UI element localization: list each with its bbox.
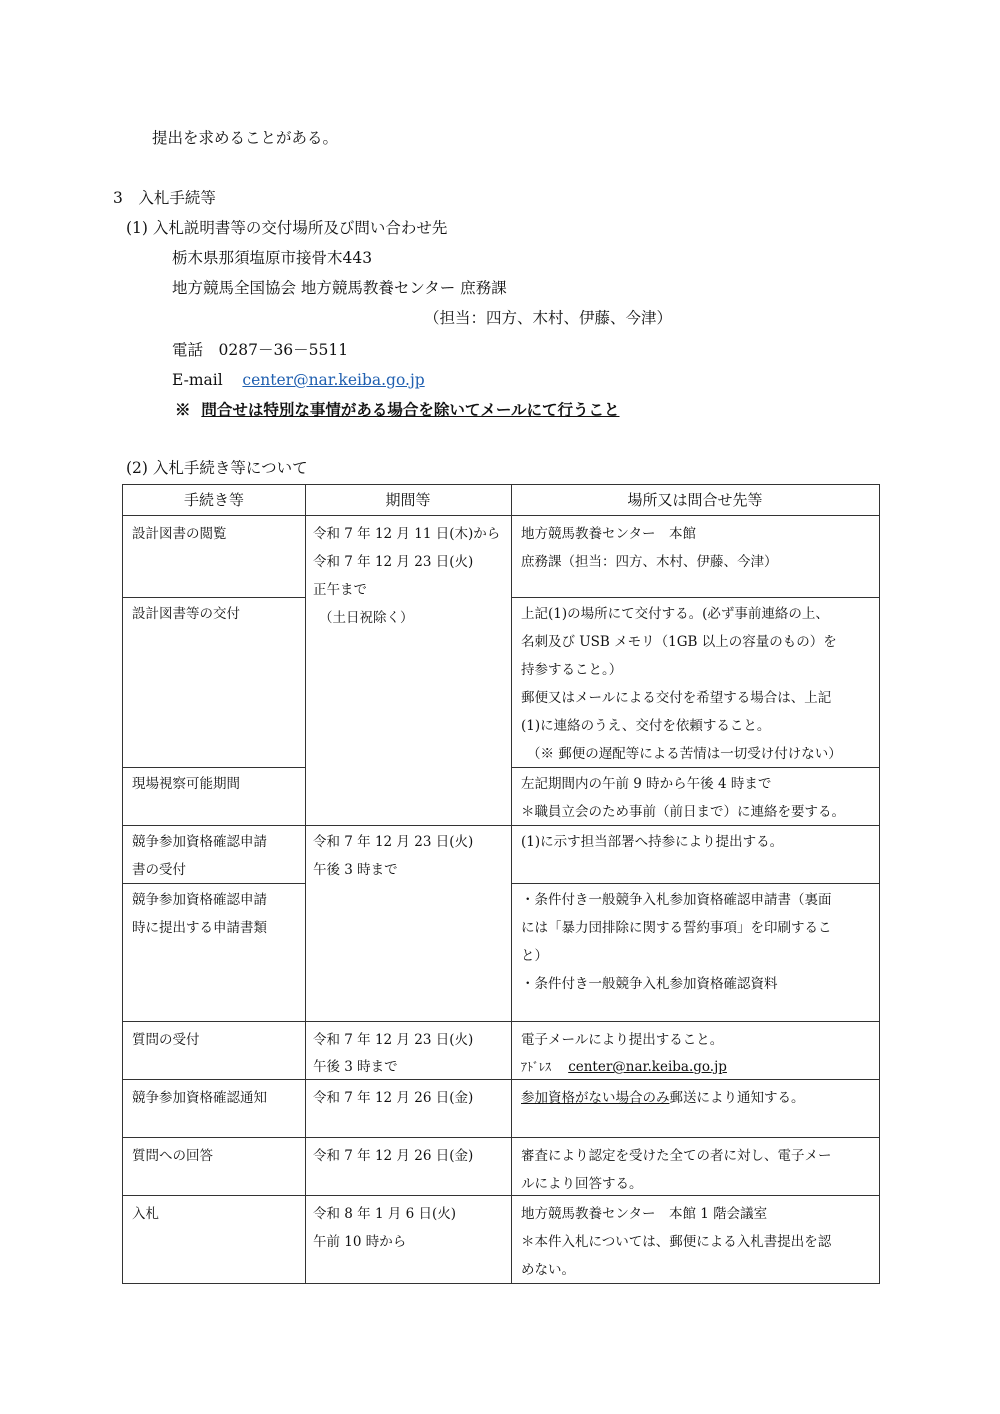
row4-procedure-2: 書の受付 bbox=[132, 862, 186, 878]
email-row bbox=[172, 370, 425, 390]
row9-period-1: 令和 8 年 1 月 6 日(火) bbox=[313, 1206, 457, 1222]
row3-place-2: ＊職員立会のため事前（前日まで）に連絡を要する。 bbox=[521, 804, 845, 820]
section-3-heading: 3 入札手続等 bbox=[113, 189, 216, 207]
row8-period: 令和 7 年 12 月 26 日(金) bbox=[313, 1148, 474, 1164]
procedure-table bbox=[122, 484, 880, 1284]
email-link[interactable]: center@nar.keiba.go.jp bbox=[242, 371, 425, 389]
row5-place-2: には「暴力団排除に関する誓約事項」を印刷するこ bbox=[521, 920, 832, 936]
note-mark: ※ bbox=[175, 400, 191, 419]
organization: 地方競馬全国協会 地方競馬教養センター 庶務課 bbox=[172, 279, 507, 297]
contact-persons: （担当：四方、木村、伊藤、今津） bbox=[424, 309, 673, 327]
row5-procedure-2: 時に提出する申請書類 bbox=[132, 920, 267, 936]
row8-place-1: 審査により認定を受けた全ての者に対し、電子メー bbox=[521, 1148, 832, 1164]
row7-procedure: 競争参加資格確認通知 bbox=[132, 1090, 267, 1106]
header-period: 期間等 bbox=[385, 491, 431, 509]
row7-place bbox=[521, 1089, 805, 1107]
row2-place-1: 上記(1)の場所にて交付する。(必ず事前連絡の上、 bbox=[521, 606, 829, 622]
address: 栃木県那須塩原市接骨木443 bbox=[172, 249, 373, 267]
note-row bbox=[175, 400, 620, 420]
row8-place-2: ルにより回答する。 bbox=[521, 1176, 643, 1192]
row9-place-2: ＊本件入札については、郵便による入札書提出を認 bbox=[521, 1234, 832, 1250]
row9-place-3: めない。 bbox=[521, 1262, 575, 1278]
row2-place-3: 持参すること。） bbox=[521, 662, 623, 678]
header-procedure: 手続き等 bbox=[183, 491, 244, 509]
merged-period-1-line-2: 令和 7 年 12 月 23 日(火) bbox=[313, 554, 474, 570]
row2-place-2: 名刺及び USB メモリ（1GB 以上の容量のもの）を bbox=[521, 634, 837, 650]
section-3-1-heading: (1) 入札説明書等の交付場所及び問い合わせ先 bbox=[126, 219, 448, 237]
row4-place-1: (1)に示す担当部署へ持参により提出する。 bbox=[521, 834, 784, 850]
row6-address-row bbox=[521, 1058, 727, 1076]
row5-procedure-1: 競争参加資格確認申請 bbox=[132, 892, 267, 908]
note-text: 問合せは特別な事情がある場合を除いてメールにて行うこと bbox=[201, 400, 620, 419]
row1-procedure: 設計図書の閲覧 bbox=[132, 526, 227, 542]
section-3-2-heading: (2) 入札手続き等について bbox=[126, 459, 308, 477]
phone: 電話 0287－36－5511 bbox=[172, 341, 349, 359]
row6-procedure: 質問の受付 bbox=[132, 1032, 200, 1048]
row5-place-4: ・条件付き一般競争入札参加資格確認資料 bbox=[521, 976, 778, 992]
header-place: 場所又は問合せ先等 bbox=[627, 491, 763, 509]
merged-period-1-line-4: （土日祝除く） bbox=[319, 610, 414, 626]
email-label: E-mail bbox=[172, 371, 223, 389]
row6-period-1: 令和 7 年 12 月 23 日(火) bbox=[313, 1032, 474, 1048]
row9-procedure: 入札 bbox=[132, 1206, 159, 1222]
row2-place-6: （※ 郵便の遅配等による苦情は一切受け付けない） bbox=[527, 746, 842, 762]
merged-period-1-line-3: 正午まで bbox=[313, 582, 367, 598]
row2-procedure: 設計図書等の交付 bbox=[132, 606, 240, 622]
row7-period: 令和 7 年 12 月 26 日(金) bbox=[313, 1090, 474, 1106]
row5-place-1: ・条件付き一般競争入札参加資格確認申請書（裏面 bbox=[521, 892, 832, 908]
row6-address-label: ｱﾄﾞﾚｽ bbox=[521, 1060, 552, 1074]
row2-place-4: 郵便又はメールによる交付を希望する場合は、上記 bbox=[521, 690, 832, 706]
row1-place-1: 地方競馬教養センター 本館 bbox=[521, 526, 696, 542]
merged-period-2-line-1: 令和 7 年 12 月 23 日(火) bbox=[313, 834, 474, 850]
row8-procedure: 質問への回答 bbox=[132, 1148, 213, 1164]
merged-period-1-line-1: 令和 7 年 12 月 11 日(木)から bbox=[313, 526, 501, 542]
row3-procedure: 現場視察可能期間 bbox=[132, 776, 240, 792]
row9-place-1: 地方競馬教養センター 本館 1 階会議室 bbox=[521, 1206, 768, 1222]
intro-line: 提出を求めることがある。 bbox=[152, 129, 339, 147]
row6-period-2: 午後 3 時まで bbox=[313, 1059, 398, 1075]
row7-place-underlined: 参加資格がない場合のみ bbox=[521, 1090, 670, 1106]
row2-place-5: (1)に連絡のうえ、交付を依頼すること。 bbox=[521, 718, 771, 734]
row6-place-1: 電子メールにより提出すること。 bbox=[521, 1032, 724, 1048]
row9-period-2: 午前 10 時から bbox=[313, 1234, 407, 1250]
row7-place-rest: 郵送により通知する。 bbox=[669, 1090, 805, 1106]
row3-place-1: 左記期間内の午前 9 時から午後 4 時まで bbox=[521, 776, 772, 792]
row1-place-2: 庶務課（担当：四方、木村、伊藤、今津） bbox=[521, 554, 778, 570]
merged-period-2-line-2: 午後 3 時まで bbox=[313, 862, 398, 878]
row6-address-link[interactable]: center@nar.keiba.go.jp bbox=[568, 1059, 727, 1075]
row5-place-3: と） bbox=[521, 948, 548, 964]
row4-procedure-1: 競争参加資格確認申請 bbox=[132, 834, 267, 850]
